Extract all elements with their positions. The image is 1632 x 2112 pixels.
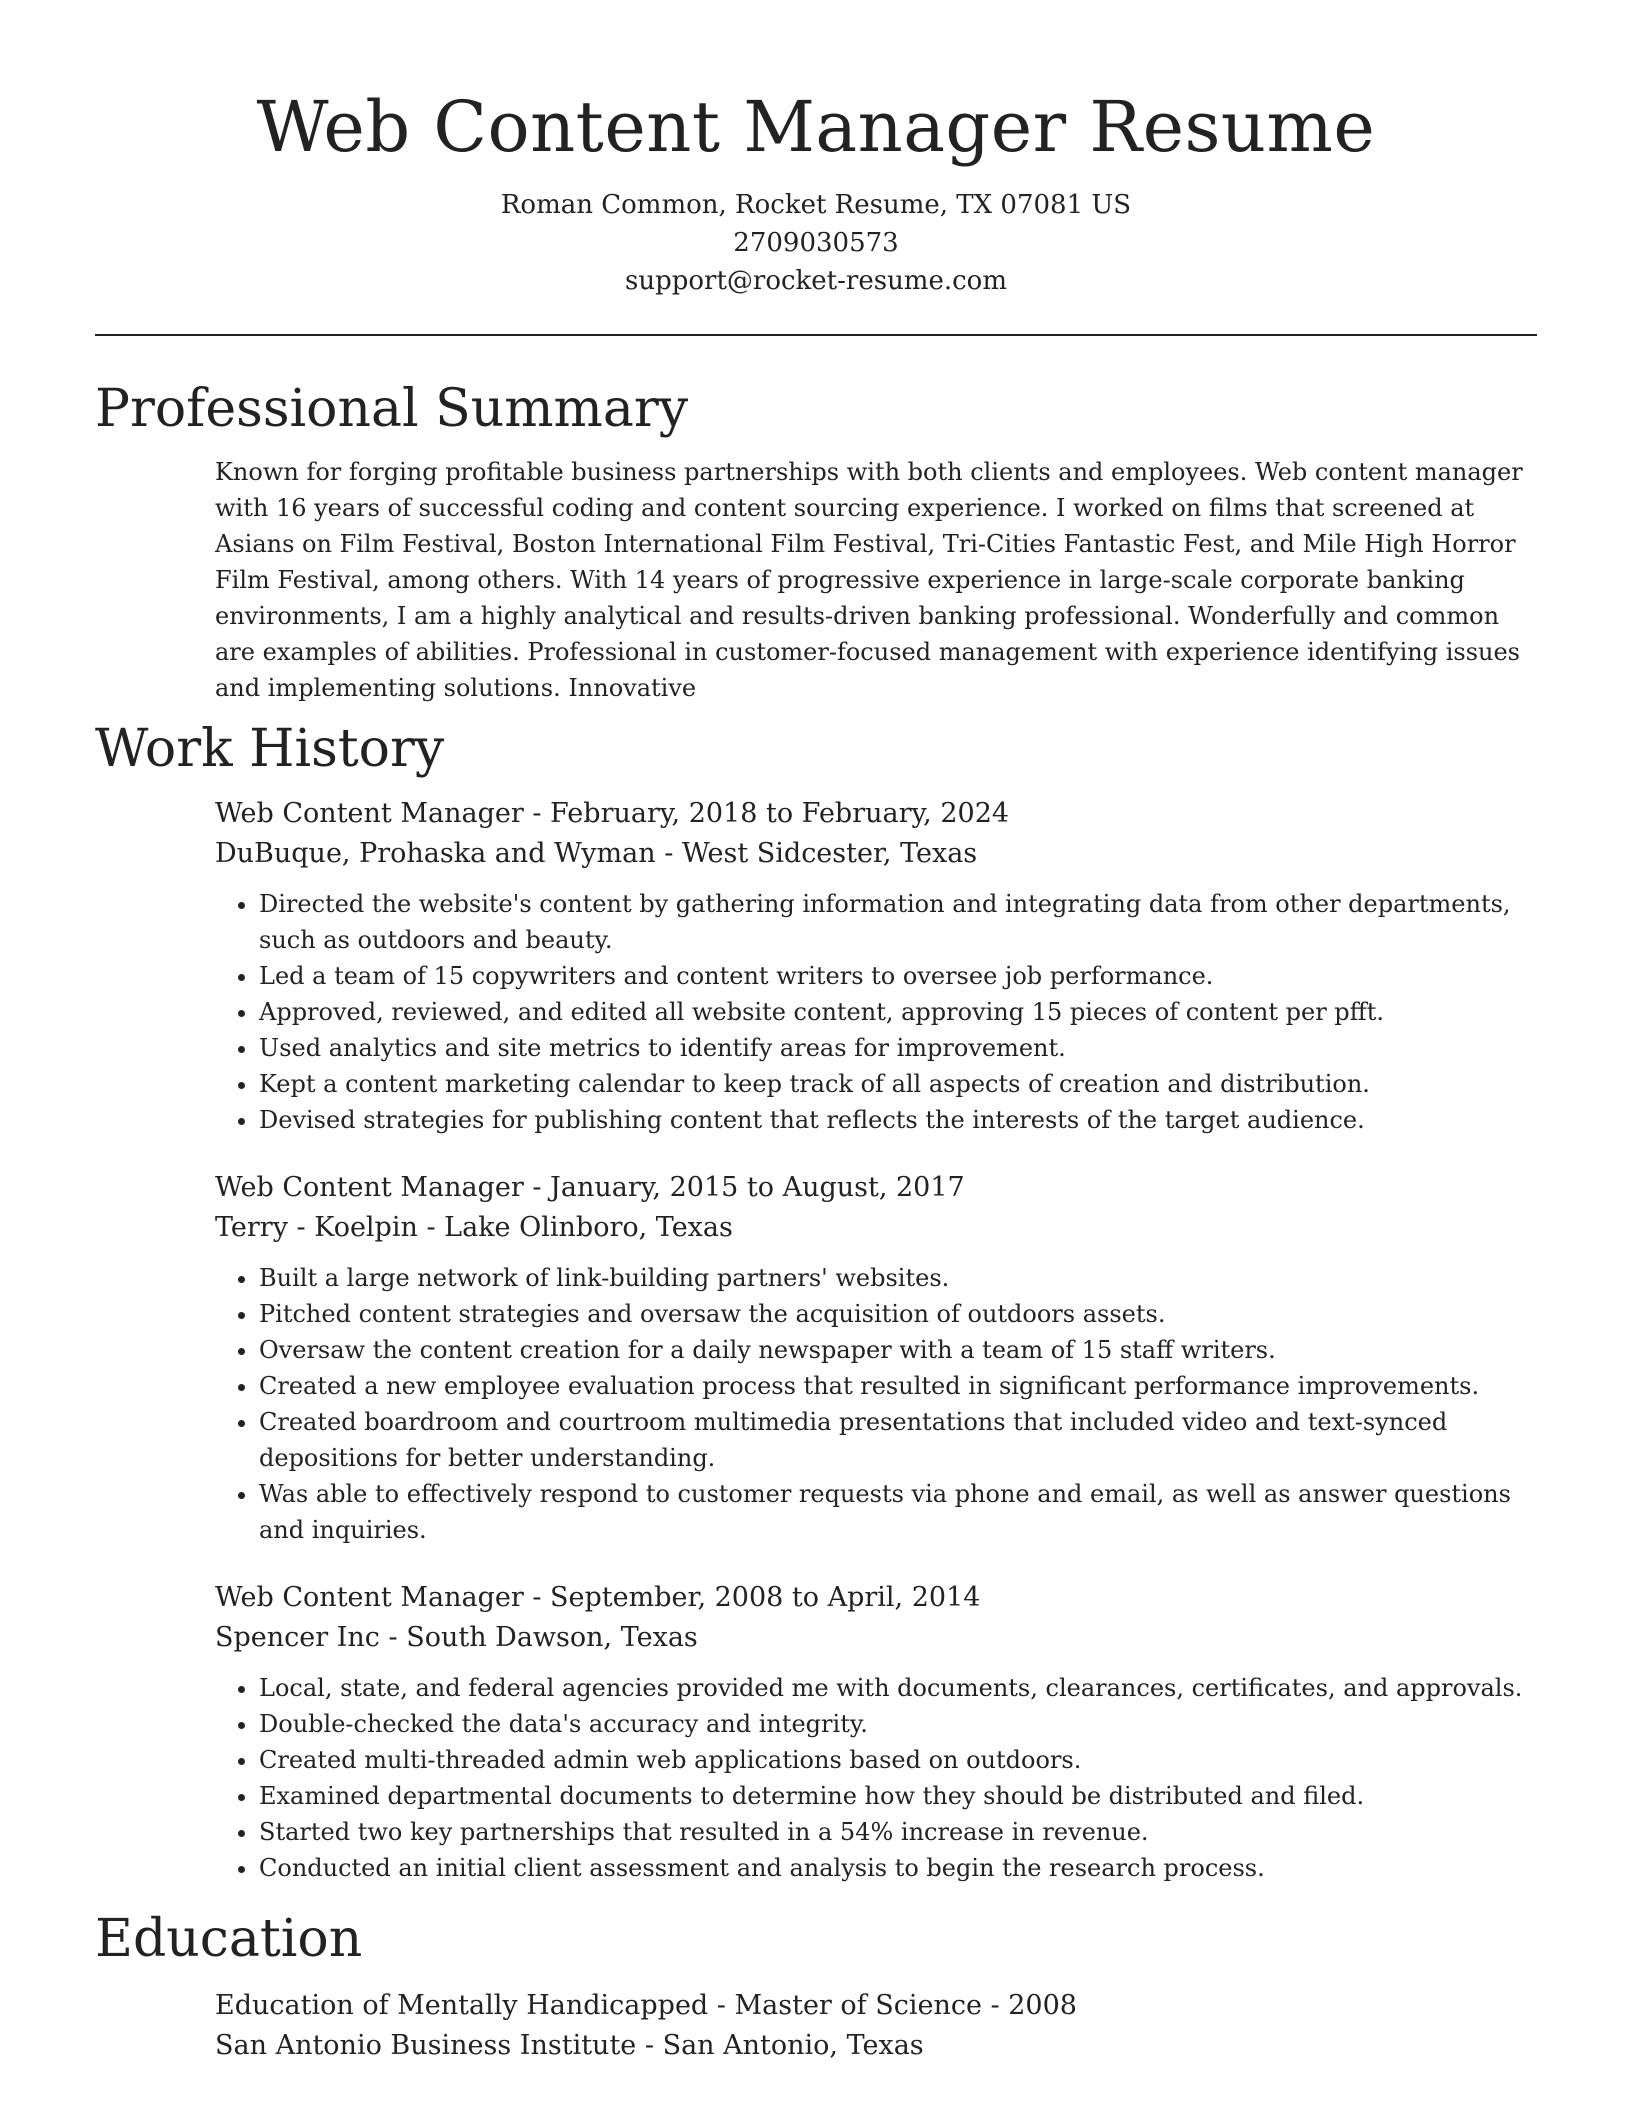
education-location: - San Antonio, Texas	[644, 2030, 924, 2061]
education-entry	[215, 1986, 1537, 2066]
job-bullet: • Created multi-threaded admin web applications based on outdoors.	[259, 1742, 1537, 1778]
job-bullet: • Approved, reviewed, and edited all website content, approving 15 pieces of content per pfft.	[259, 994, 1537, 1030]
education-heading: Education	[95, 1909, 363, 1969]
job-company: DuBuque, Prohaska and Wyman	[215, 838, 656, 869]
job-bullet: • Kept a content marketing calendar to keep track of all aspects of creation and distribution.	[259, 1066, 1537, 1102]
job-bullet: • Led a team of 15 copywriters and content writers to oversee job performance.	[259, 958, 1537, 994]
job-company-line	[215, 834, 1537, 874]
job-bullet: • Pitched content strategies and oversaw the acquisition of outdoors assets.	[259, 1296, 1537, 1332]
resume-header	[95, 0, 1537, 300]
job-bullet: • Conducted an initial client assessment and analysis to begin the research process.	[259, 1850, 1537, 1886]
job-bullet: • Double-checked the data's accuracy and integrity.	[259, 1706, 1537, 1742]
job-bullets	[215, 1260, 1537, 1548]
summary-text: Known for forging profitable business partnerships with both clients and employees. Web content manager with 16 years of successful coding and content sourcing experience. I worked on films that screened at Asians on Film Festival, Boston International Film Festival, Tri-Cities Fantastic Fest, and Mile High Horror Film Festival, among others. With 14 years of progressive experience in large-scale corporate banking environments, I am a highly analytical and results-driven banking professional. Wonderfully and common are examples of abilities. Professional in customer-focused management with experience identifying issues and implementing solutions. Innovative	[215, 458, 1523, 702]
job-company: Spencer Inc	[215, 1622, 380, 1653]
education-school: San Antonio Business Institute	[215, 2030, 637, 2061]
job-entry	[215, 794, 1537, 1138]
job-location: - South Dawson, Texas	[388, 1622, 698, 1653]
header-divider	[95, 334, 1537, 336]
job-location: - West Sidcester, Texas	[664, 838, 978, 869]
job-title: Web Content Manager	[215, 1582, 524, 1613]
job-title-line	[215, 1168, 1537, 1208]
job-dates: - September, 2008 to April, 2014	[532, 1582, 981, 1613]
summary-heading: Professional Summary	[95, 379, 689, 439]
job-dates: - January, 2015 to August, 2017	[532, 1172, 965, 1203]
contact-phone: 2709030573	[733, 228, 899, 258]
contact-block	[95, 186, 1537, 300]
job-bullet: • Oversaw the content creation for a daily newspaper with a team of 15 staff writers.	[259, 1332, 1537, 1368]
job-title-line	[215, 1578, 1537, 1618]
job-title: Web Content Manager	[215, 1172, 524, 1203]
job-dates: - February, 2018 to February, 2024	[532, 798, 1010, 829]
job-bullet: • Directed the website's content by gathering information and integrating data from other departments, such as outdoors and beauty.	[259, 886, 1537, 958]
contact-email: support@rocket-resume.com	[624, 266, 1007, 296]
job-bullet: • Created a new employee evaluation process that resulted in significant performance improvements.	[259, 1368, 1537, 1404]
work-history-section	[95, 794, 1537, 1886]
job-title: Web Content Manager	[215, 798, 524, 829]
job-company-line	[215, 1208, 1537, 1248]
job-bullet: • Created boardroom and courtroom multimedia presentations that included video and text-synced depositions for better understanding.	[259, 1404, 1537, 1476]
job-bullet: • Built a large network of link-building partners' websites.	[259, 1260, 1537, 1296]
job-bullets	[215, 886, 1537, 1138]
job-bullet: • Local, state, and federal agencies provided me with documents, clearances, certificates, and approvals.	[259, 1670, 1537, 1706]
job-bullets	[215, 1670, 1537, 1886]
work-history-heading: Work History	[95, 719, 445, 779]
job-entry	[215, 1578, 1537, 1886]
job-bullet: • Started two key partnerships that resulted in a 54% increase in revenue.	[259, 1814, 1537, 1850]
education-school-line	[215, 2026, 1537, 2066]
job-bullet: • Used analytics and site metrics to identify areas for improvement.	[259, 1030, 1537, 1066]
education-section	[95, 1986, 1537, 2066]
job-company: Terry - Koelpin	[215, 1212, 418, 1243]
summary-section	[95, 454, 1537, 706]
job-bullet: • Examined departmental documents to determine how they should be distributed and filed.	[259, 1778, 1537, 1814]
job-company-line	[215, 1618, 1537, 1658]
job-bullet: • Was able to effectively respond to customer requests via phone and email, as well as answer questions and inquiries.	[259, 1476, 1537, 1548]
contact-address: Roman Common, Rocket Resume, TX 07081 US	[500, 190, 1132, 220]
job-entry	[215, 1168, 1537, 1548]
job-location: - Lake Olinboro, Texas	[426, 1212, 733, 1243]
resume-title: Web Content Manager Resume	[256, 86, 1376, 168]
job-title-line	[215, 794, 1537, 834]
education-degree-line: Education of Mentally Handicapped - Master of Science - 2008	[215, 1990, 1077, 2021]
job-bullet: • Devised strategies for publishing content that reflects the interests of the target audience.	[259, 1102, 1537, 1138]
